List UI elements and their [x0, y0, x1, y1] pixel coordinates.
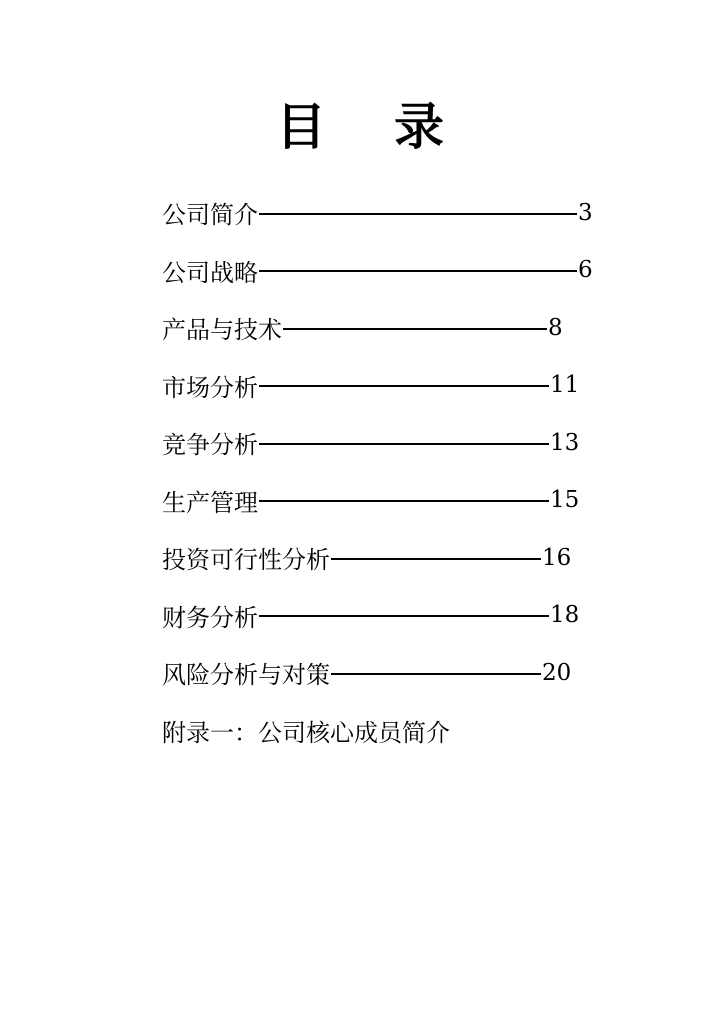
toc-entry-label: 产品与技术 — [162, 316, 282, 345]
toc-entry-label: 市场分析 — [162, 373, 258, 402]
toc-page-number: 11 — [550, 372, 580, 399]
toc-page-number: 8 — [548, 314, 563, 341]
toc-entry-risk-analysis[interactable] — [162, 644, 622, 702]
toc-entry-label: 风险分析与对策 — [162, 661, 330, 690]
toc-page-number: 6 — [578, 257, 593, 284]
toc-leader-line — [259, 443, 549, 445]
toc-leader-line — [259, 270, 577, 272]
toc-leader-line — [259, 213, 577, 215]
toc-entry-label: 投资可行性分析 — [162, 546, 330, 575]
toc-entry-label: 竞争分析 — [162, 431, 258, 460]
toc-page-number: 13 — [550, 429, 580, 456]
page-title — [0, 92, 720, 162]
toc-leader-line — [259, 615, 549, 617]
toc-entry-product-technology[interactable] — [162, 299, 622, 357]
toc-entry-label: 公司简介 — [162, 201, 258, 230]
toc-page-number: 15 — [550, 487, 580, 514]
toc-entry-label: 生产管理 — [162, 488, 258, 517]
toc-entry-competition-analysis[interactable] — [162, 414, 622, 472]
table-of-contents — [162, 184, 622, 759]
toc-entry-label: 财务分析 — [162, 603, 258, 632]
toc-leader-line — [259, 385, 549, 387]
toc-leader-line — [283, 328, 547, 330]
toc-leader-line — [259, 500, 549, 502]
toc-entry-company-strategy[interactable] — [162, 242, 622, 300]
toc-entry-appendix-core-members[interactable] — [162, 702, 622, 760]
toc-entry-label: 附录一：公司核心成员简介 — [162, 718, 450, 747]
toc-entry-company-intro[interactable] — [162, 184, 622, 242]
toc-entry-market-analysis[interactable] — [162, 357, 622, 415]
toc-leader-line — [331, 673, 541, 675]
toc-entry-investment-feasibility[interactable] — [162, 529, 622, 587]
toc-page-number: 16 — [542, 544, 572, 571]
toc-entry-financial-analysis[interactable] — [162, 587, 622, 645]
toc-page-number: 18 — [550, 602, 580, 629]
toc-page-number: 3 — [578, 199, 593, 226]
toc-leader-line — [331, 558, 541, 560]
toc-entry-production-management[interactable] — [162, 472, 622, 530]
toc-page-number: 20 — [542, 659, 572, 686]
page-title-char-2: 录 — [394, 97, 444, 156]
page-title-char-1: 目 — [276, 97, 326, 156]
toc-entry-label: 公司战略 — [162, 258, 258, 287]
